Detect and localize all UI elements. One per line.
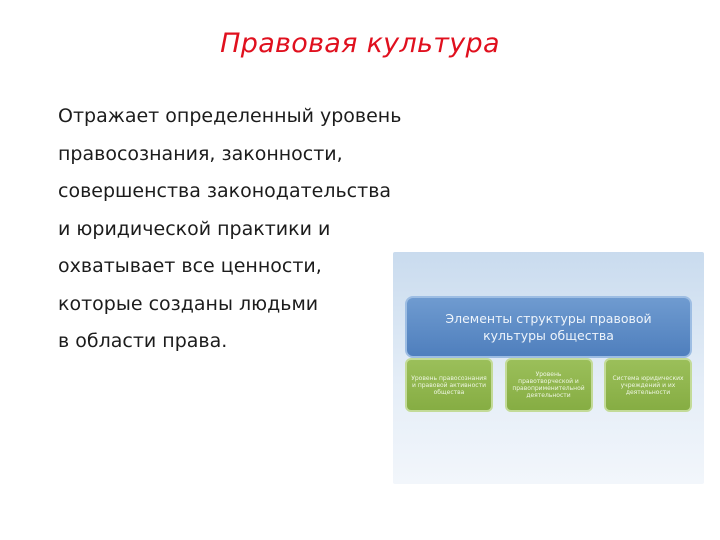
body-line: совершенства законодательства [58,180,392,202]
diagram-header-line: культуры общества [483,328,614,343]
body-line: охватывает все ценности, [58,255,322,277]
body-line: правосознания, законности, [58,142,343,165]
body-line: которые созданы людьми [58,292,319,315]
slide-title: Правовая культура [220,28,500,59]
diagram-element-box: Система юридических учреждений и их деятельности [604,358,692,412]
diagram-header-line: Элементы структуры правовой [445,311,652,326]
structure-diagram-image [393,252,704,484]
diagram-element-box: Уровень правосознания и правовой активности общества [405,358,493,412]
body-line: Отражает определенный уровень [58,105,402,127]
body-line: и юридической практики и [58,217,331,240]
diagram-header-box [405,296,692,358]
body-line: в области права. [58,330,228,352]
diagram-element-box: Уровень правотворческой и правоприменительной деятельности [505,358,593,412]
diagram-element-row [405,358,692,416]
